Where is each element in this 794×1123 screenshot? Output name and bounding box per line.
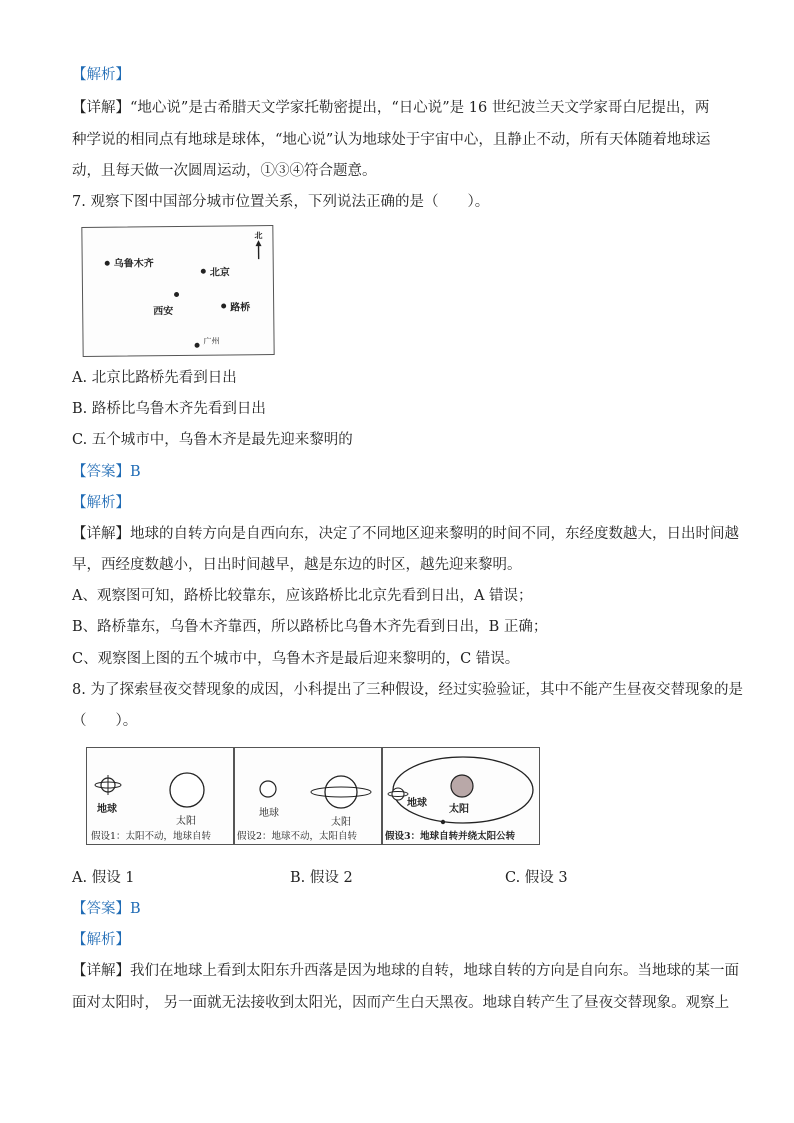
hypothesis-3-caption: 假设3：地球自转并绕太阳公转 <box>385 831 516 842</box>
q8-question: （ ）。 <box>72 713 138 729</box>
q8-detail-line: 面对太阳时， 另一面就无法接收到太阳光，因而产生白天黑夜。地球自转产生了昼夜交替现象。观察上 <box>72 995 730 1011</box>
q6-analysis-tag: 【解析】 <box>72 67 130 83</box>
city-label-luqiao: 路桥 <box>230 302 251 314</box>
q8-detail-line: 【详解】我们在地球上看到太阳东升西落是因为地球的自转，地球自转的方向是自向东。当地球的某一面 <box>72 963 739 979</box>
q8-answer: 【答案】B <box>72 901 141 917</box>
north-arrow-icon <box>252 240 264 260</box>
q7-question: 7. 观察下图中国部分城市位置关系，下列说法正确的是（ ）。 <box>72 194 490 210</box>
hypothesis-2-caption: 假设2：地球不动，太阳自转 <box>237 831 358 842</box>
q8-question: 8. 为了探索昼夜交替现象的成因，小科提出了三种假设，经过实验验证，其中不能产生昼夜交替现象的是 <box>72 682 743 698</box>
q7-detail-line: A、观察图可知，路桥比较靠东，应该路桥比北京先看到日出，A 错误； <box>72 588 533 604</box>
q7-analysis-tag: 【解析】 <box>72 495 130 511</box>
panel-divider <box>381 748 383 844</box>
q6-detail-line: 种学说的相同点有地球是球体，“地心说”认为地球处于宇宙中心，且静止不动，所有天体随着地球运 <box>72 132 711 148</box>
earth-label: 地球 <box>259 808 279 819</box>
q8-option-c: C. 假设 3 <box>505 870 568 886</box>
q7-option-b: B. 路桥比乌鲁木齐先看到日出 <box>72 401 266 417</box>
city-dot-beijing <box>201 269 206 274</box>
city-dot-guangzhou <box>195 343 200 348</box>
hypothesis-figure <box>86 747 540 845</box>
q7-detail-line: 【详解】地球的自转方向是自西向东，决定了不同地区迎来黎明的时间不同，东经度数越大，日出时间越 <box>72 526 739 542</box>
earth-label: 地球 <box>407 798 427 809</box>
earth-icon <box>93 774 123 796</box>
panel-divider <box>233 748 235 844</box>
sun-icon <box>309 770 373 814</box>
sun-icon <box>167 770 207 810</box>
north-label: 北 <box>254 230 263 241</box>
q7-detail-line: C、观察图上图的五个城市中，乌鲁木齐是最后迎来黎明的，C 错误。 <box>72 651 520 667</box>
sun-label: 太阳 <box>176 816 196 827</box>
city-dot-luqiao <box>221 303 226 308</box>
sun-label: 太阳 <box>331 817 351 828</box>
city-dot-urumqi <box>105 261 110 266</box>
hypothesis-1-caption: 假设1：太阳不动，地球自转 <box>91 831 212 842</box>
q8-analysis-tag: 【解析】 <box>72 932 130 948</box>
city-label-beijing: 北京 <box>209 267 230 279</box>
earth-label: 地球 <box>97 804 117 815</box>
q8-option-a: A. 假设 1 <box>72 870 135 886</box>
earth-icon <box>257 778 279 800</box>
city-label-xian: 西安 <box>153 306 174 318</box>
q7-detail-line: 早，西经度数越小，日出时间越早，越是东边的时区，越先迎来黎明。 <box>72 557 522 573</box>
q8-option-b: B. 假设 2 <box>290 870 353 886</box>
city-dot-xian <box>174 292 179 297</box>
q7-answer: 【答案】B <box>72 464 141 480</box>
q6-detail-line: 动，且每天做一次圆周运动，①③④符合题意。 <box>72 163 377 179</box>
q7-option-c: C. 五个城市中，乌鲁木齐是最先迎来黎明的 <box>72 432 353 448</box>
q7-option-a: A. 北京比路桥先看到日出 <box>72 370 237 386</box>
city-label-urumqi: 乌鲁木齐 <box>113 258 154 270</box>
city-map-figure <box>81 225 274 357</box>
sun-label: 太阳 <box>449 804 469 815</box>
city-label-guangzhou: 广州 <box>203 336 220 346</box>
q7-detail-line: B、路桥靠东，乌鲁木齐靠西，所以路桥比乌鲁木齐先看到日出，B 正确； <box>72 619 548 635</box>
q6-detail-line: 【详解】“地心说”是古希腊天文学家托勒密提出，“日心说”是 16 世纪波兰天文学家哥白尼提出，两 <box>72 100 710 116</box>
